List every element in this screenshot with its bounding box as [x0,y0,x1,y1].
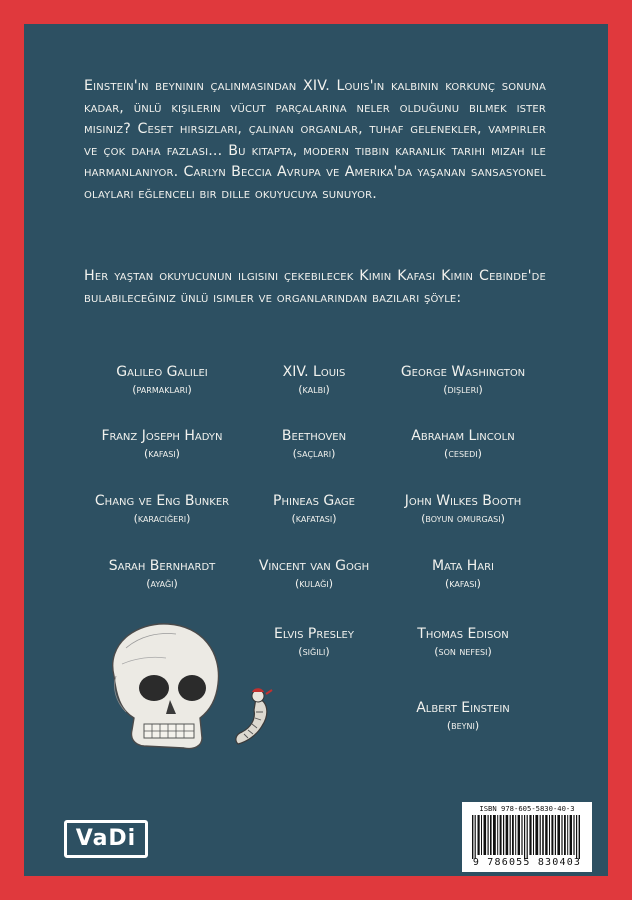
person-name: Thomas Edison [417,626,509,642]
person-name: Beethoven [281,428,347,444]
person-name: John Wilkes Booth [404,493,522,509]
worm-illustration [232,686,276,750]
person-part: (kalbi) [298,383,330,396]
person-part: (kafası) [144,447,180,460]
person-bernhardt [77,558,247,591]
person-einstein [378,700,548,733]
person-presley [229,626,399,659]
person-name: Sarah Bernhardt [108,558,216,574]
person-part: (kafatası) [291,512,337,525]
isbn-barcode [462,802,592,872]
person-part: (kafası) [445,577,481,590]
person-part: (karaciğeri) [133,512,191,525]
barcode-number: 9 786055 830403 [472,857,582,868]
person-name: Phineas Gage [273,493,355,509]
person-name: Abraham Lincoln [411,428,515,444]
person-name: Franz Joseph Hadyn [101,428,223,444]
person-part: (parmakları) [132,383,192,396]
person-part: (cesedi) [444,447,482,460]
skull-illustration [96,618,226,754]
person-van-gogh [229,558,399,591]
person-beethoven [229,428,399,461]
person-name: Galileo Galilei [116,364,208,380]
person-louis [229,364,399,397]
person-mata-hari [378,558,548,591]
person-part: (saçları) [292,447,336,460]
description-paragraph-1: Einstein'ın beyninin çalınmasından XIV. Louis'in kalbinin korkunç sonuna kadar, ünlü kişilerin vücut parçalarına neler olduğunu bilmek ister misiniz? Ceset hırsızları, çalınan organlar, tuhaf gelenekler, vampirler ve çok daha fazlası... Bu kitapta, modern tıbbın karanlık tarihi mizah ile harmanlanıyor. Carlyn Beccia Avrupa ve Amerika'da yaşanan sansasyonel olayları eğlenceli bir dille okuyucuya sunuyor. [84,78,546,202]
person-part: (kulağı) [294,577,333,590]
person-booth [378,493,548,526]
person-name: Elvis Presley [274,626,354,642]
person-name: Vincent van Gogh [258,558,370,574]
person-hadyn [77,428,247,461]
person-part: (boyun omurgası) [421,512,505,525]
person-name: George Washington [400,364,526,380]
publisher-logo: VaDi [64,820,148,858]
person-part: (siğili) [298,645,330,658]
person-washington [378,364,548,397]
person-name: Albert Einstein [416,700,510,716]
person-lincoln [378,428,548,461]
person-gage [229,493,399,526]
description-paragraph-2: Her yaştan okuyucunun ilgisini çekebilecek Kimin Kafası Kimin Cebinde'de bulabileceğiniz ünlü isimler ve organlarından bazıları şöyle: [84,268,546,306]
person-part: (dişleri) [443,383,483,396]
person-galileo [77,364,247,397]
person-part: (ayağı) [146,577,178,590]
isbn-label: ISBN 978-605-5830-40-3 [479,804,575,813]
person-edison [378,626,548,659]
person-part: (beyni) [446,719,480,732]
person-bunker [77,493,247,526]
person-name: XIV. Louis [282,364,346,380]
person-name: Chang ve Eng Bunker [94,493,230,509]
person-part: (son nefesi) [434,645,492,658]
person-name: Mata Hari [431,558,495,574]
